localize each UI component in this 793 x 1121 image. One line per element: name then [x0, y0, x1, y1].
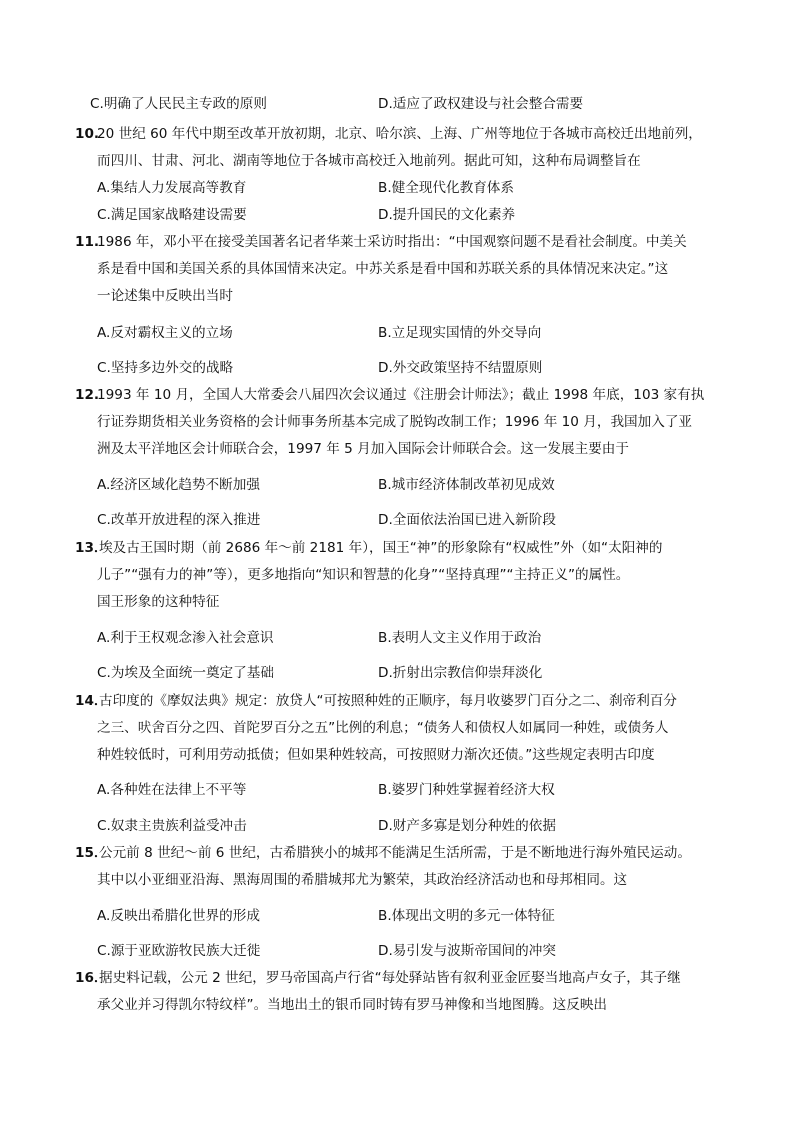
option-c: C.改革开放进程的深入推进	[97, 512, 261, 528]
question-text-line: 其中以小亚细亚沿海、黑海周围的希腊城邦尤为繁荣，其政治经济活动也和母邦相同。这	[97, 872, 628, 888]
question-text-line: 种姓较低时，可利用劳动抵债；但如果种姓较高，可按照财力渐次还债。”这些规定表明古印度	[97, 747, 655, 763]
question-text-line: 20 世纪 60 年代中期至改革开放初期，北京、哈尔滨、上海、广州等地位于各城市高校迁出地前列，	[97, 126, 702, 142]
option-a: A.各种姓在法律上不平等	[97, 782, 247, 798]
option-b: B.立足现实国情的外交导向	[378, 325, 542, 341]
question-text-line: 承父业并习得凯尔特纹样”。当地出土的银币同时铸有罗马神像和当地图腾。这反映出	[97, 997, 608, 1013]
question-text-line: 据史料记载，公元 2 世纪，罗马帝国高卢行省“每处驿站皆有叙利亚金匠娶当地高卢女子，其子继	[99, 970, 681, 986]
question-number: 14．	[75, 693, 108, 709]
question-text-line: 公元前 8 世纪～前 6 世纪，古希腊狭小的城邦不能满足生活所需，于是不断地进行海外殖民运动。	[99, 845, 691, 861]
question-number: 11.	[75, 234, 100, 250]
option-d: D.提升国民的文化素养	[378, 207, 516, 223]
question-text-line: 系是看中国和美国关系的具体国情来决定。中苏关系是看中国和苏联关系的具体情况来决定。”这	[97, 261, 669, 277]
question-text-line: 一论述集中反映出当时	[97, 288, 233, 304]
question-text-line: 1993 年 10 月，全国人大常委会八届四次会议通过《注册会计师法》；截止 1998 年底，103 家有执	[97, 387, 705, 403]
q9-option-d: D.适应了政权建设与社会整合需要	[378, 96, 584, 112]
question-number: 13．	[75, 540, 108, 556]
option-c: C.奴隶主贵族利益受冲击	[97, 818, 247, 834]
option-a: A.集结人力发展高等教育	[97, 180, 247, 196]
question-text-line: 古印度的《摩奴法典》规定：放贷人“可按照种姓的正顺序，每月收婆罗门百分之二、刹帝利百分	[99, 693, 677, 709]
question-text-line: 国王形象的这种特征	[97, 594, 220, 610]
option-d: D.全面依法治国已进入新阶段	[378, 512, 556, 528]
question-number: 15．	[75, 845, 108, 861]
option-c: C.满足国家战略建设需要	[97, 207, 247, 223]
q9-option-c: C.明确了人民民主专政的原则	[90, 96, 267, 112]
option-b: B.表明人文主义作用于政治	[378, 630, 542, 646]
option-c: C.源于亚欧游牧民族大迁徙	[97, 943, 261, 959]
option-d: D.外交政策坚持不结盟原则	[378, 360, 543, 376]
question-text-line: 儿子”“强有力的神”等），更多地指向“知识和智慧的化身”“坚持真理”“主持正义”的属性。	[97, 567, 630, 583]
question-text-line: 而四川、甘肃、河北、湖南等地位于各城市高校迁入地前列。据此可知，这种布局调整旨在	[97, 153, 641, 169]
option-d: D.财产多寡是划分种姓的依据	[378, 818, 556, 834]
question-text-line: 埃及古王国时期（前 2686 年～前 2181 年），国王“神”的形象除有“权威性”外（如“太阳神的	[99, 540, 663, 556]
option-a: A.利于王权观念渗入社会意识	[97, 630, 274, 646]
option-d: D.折射出宗教信仰崇拜淡化	[378, 665, 543, 681]
question-number: 16．	[75, 970, 108, 986]
option-b: B.城市经济体制改革初见成效	[378, 477, 555, 493]
question-text-line: 之三、吠舍百分之四、首陀罗百分之五”比例的利息；“债务人和债权人如属同一种姓，或债务人	[97, 720, 669, 736]
option-b: B.体现出文明的多元一体特征	[378, 908, 555, 924]
option-b: B.婆罗门种姓掌握着经济大权	[378, 782, 555, 798]
question-text-line: 1986 年，邓小平在接受美国著名记者华莱士采访时指出：“中国观察问题不是看社会制度。中美关	[97, 234, 687, 250]
option-a: A.经济区域化趋势不断加强	[97, 477, 260, 493]
option-b: B.健全现代化教育体系	[378, 180, 514, 196]
option-c: C.为埃及全面统一奠定了基础	[97, 665, 274, 681]
question-text-line: 行证券期货相关业务资格的会计师事务所基本完成了脱钩改制工作；1996 年 10 月，我国加入了亚	[97, 414, 693, 430]
question-number: 12.	[75, 387, 100, 403]
option-a: A.反映出希腊化世界的形成	[97, 908, 260, 924]
question-number: 10.	[75, 126, 100, 142]
option-a: A.反对霸权主义的立场	[97, 325, 233, 341]
option-c: C.坚持多边外交的战略	[97, 360, 234, 376]
option-d: D.易引发与波斯帝国间的冲突	[378, 943, 556, 959]
question-text-line: 洲及太平洋地区会计师联合会，1997 年 5 月加入国际会计师联合会。这一发展主要由于	[97, 441, 629, 457]
